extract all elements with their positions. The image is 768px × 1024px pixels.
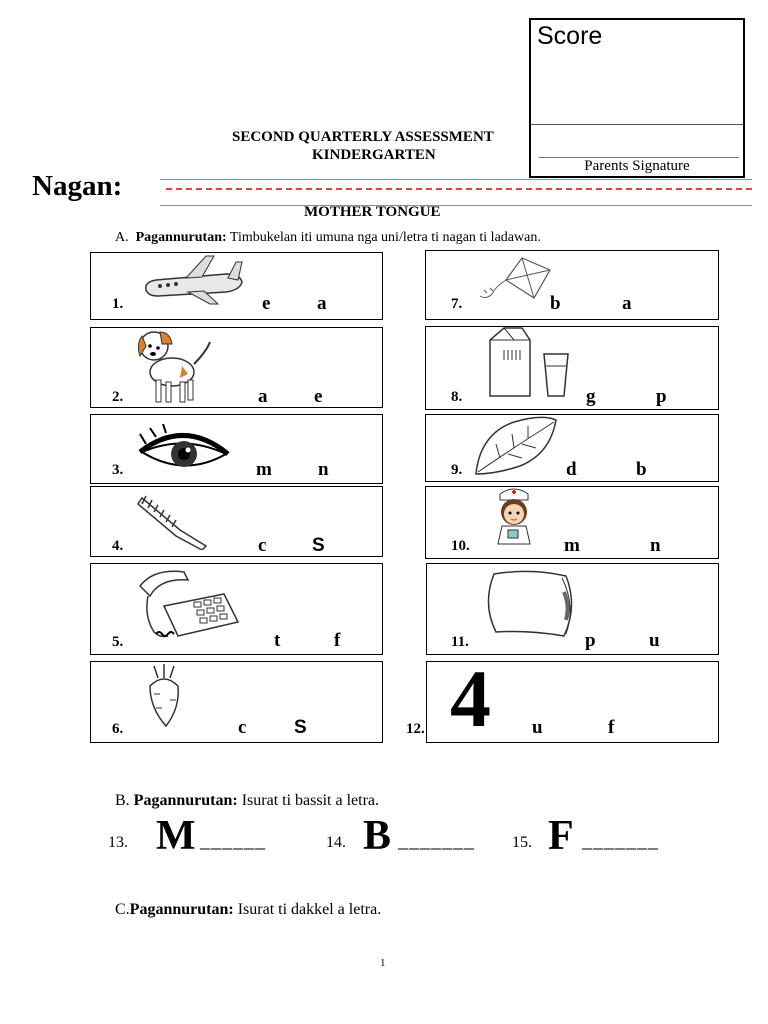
telephone-icon	[134, 566, 242, 642]
item-number-1: 1.	[112, 296, 124, 312]
dog-icon	[132, 322, 214, 406]
page-number: 1	[380, 957, 386, 969]
item-15-answer-blank[interactable]: _______	[582, 830, 659, 852]
item-number-5: 5.	[112, 634, 124, 650]
item-number-6: 6.	[112, 721, 124, 737]
item-box-4	[90, 486, 383, 557]
item-6-choice-1[interactable]: c	[238, 717, 247, 738]
item-12-choice-2[interactable]: f	[608, 717, 615, 738]
section-a-title: Pagannurutan:	[135, 230, 227, 245]
item-4-choice-1[interactable]: c	[258, 535, 267, 556]
item-number-10: 10.	[451, 538, 470, 554]
airplane-icon	[136, 252, 248, 306]
item-number-15: 15.	[512, 834, 532, 851]
comb-icon	[136, 490, 210, 550]
item-14-answer-blank[interactable]: _______	[398, 830, 475, 852]
item-9-choice-2[interactable]: b	[636, 459, 647, 480]
item-11-choice-1[interactable]: p	[585, 630, 596, 651]
signature-label: Parents Signature	[584, 158, 690, 174]
item-14-letter: B	[363, 813, 392, 859]
section-b-text: Isurat ti bassit a letra.	[241, 792, 379, 809]
item-11-choice-2[interactable]: u	[649, 630, 660, 651]
milk-glass-icon	[484, 326, 576, 400]
section-a-instructions	[115, 230, 541, 246]
score-divider	[531, 124, 743, 125]
item-13-letter: M	[156, 813, 196, 859]
item-13-answer-blank[interactable]: ______	[200, 830, 266, 852]
item-number-4: 4.	[112, 538, 124, 554]
item-2-choice-2[interactable]: e	[314, 386, 323, 407]
name-label: Nagan:	[32, 170, 123, 202]
item-number-3: 3.	[112, 462, 124, 478]
eye-icon	[136, 424, 232, 476]
carrot-icon	[140, 664, 190, 728]
number-four-picture: 4	[450, 653, 491, 744]
leaf-icon	[470, 414, 560, 478]
item-number-8: 8.	[451, 389, 463, 405]
item-box-6	[90, 661, 383, 743]
item-3-choice-1[interactable]: m	[256, 459, 272, 480]
item-8-choice-1[interactable]: g	[586, 386, 596, 407]
item-15-letter: F	[548, 813, 574, 859]
item-1-choice-2[interactable]: a	[317, 293, 327, 314]
section-b-title: Pagannurutan:	[133, 792, 238, 809]
name-line-bottom	[160, 205, 752, 206]
nurse-icon	[490, 486, 540, 546]
item-3-choice-2[interactable]: n	[318, 459, 329, 480]
score-label: Score	[537, 22, 603, 50]
item-number-14: 14.	[326, 834, 346, 851]
item-number-11: 11.	[451, 634, 469, 650]
section-b-prefix: B.	[115, 792, 130, 809]
name-line-top	[160, 179, 752, 180]
item-7-choice-2[interactable]: a	[622, 293, 632, 314]
item-8-choice-2[interactable]: p	[656, 386, 667, 407]
section-a-prefix: A.	[115, 230, 129, 245]
item-6-choice-2[interactable]: S	[294, 717, 307, 738]
item-1-choice-1[interactable]: e	[262, 293, 271, 314]
item-number-13: 13.	[108, 834, 128, 851]
item-number-7: 7.	[451, 296, 463, 312]
item-5-choice-1[interactable]: t	[274, 630, 281, 651]
item-4-choice-2[interactable]: S	[312, 535, 325, 556]
item-12-choice-1[interactable]: u	[532, 717, 543, 738]
item-number-12: 12.	[406, 721, 425, 737]
item-box-3	[90, 414, 383, 484]
pillow-icon	[480, 566, 580, 642]
item-9-choice-1[interactable]: d	[566, 459, 577, 480]
section-c-instructions	[115, 901, 381, 919]
item-2-choice-1[interactable]: a	[258, 386, 268, 407]
item-10-choice-2[interactable]: n	[650, 535, 661, 556]
section-a-text: Timbukelan iti umuna nga uni/letra ti nagan ti ladawan.	[229, 230, 541, 245]
subject-title: MOTHER TONGUE	[304, 204, 441, 220]
kite-icon	[470, 256, 552, 304]
item-5-choice-2[interactable]: f	[334, 630, 341, 651]
section-b-instructions	[115, 792, 379, 810]
item-10-choice-1[interactable]: m	[564, 535, 580, 556]
section-c-text: Isurat ti dakkel a letra.	[237, 901, 382, 918]
assessment-title: SECOND QUARTERLY ASSESSMENT	[232, 129, 494, 145]
section-c-prefix: C.	[115, 901, 130, 918]
item-number-9: 9.	[451, 462, 463, 478]
item-number-2: 2.	[112, 389, 124, 405]
name-writing-line[interactable]	[166, 188, 752, 190]
score-box	[529, 18, 745, 178]
grade-level: KINDERGARTEN	[312, 147, 436, 163]
section-c-title: Pagannurutan:	[129, 901, 234, 918]
item-7-choice-1[interactable]: b	[550, 293, 561, 314]
